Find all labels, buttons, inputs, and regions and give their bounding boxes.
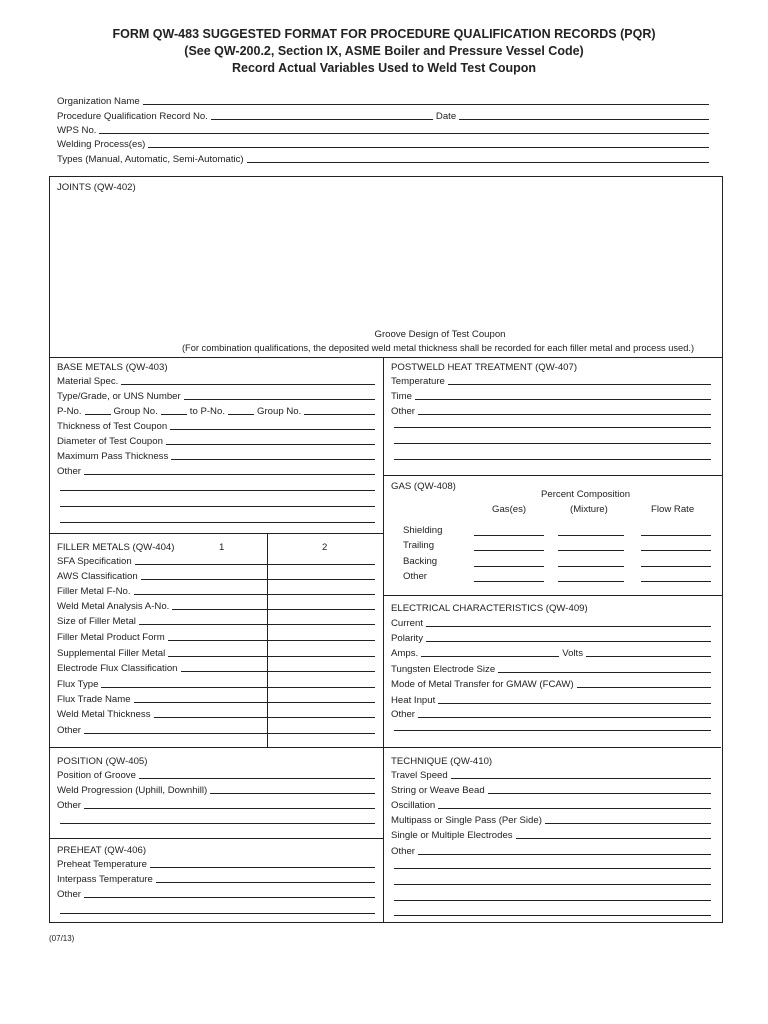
filler-row[interactable] — [57, 648, 375, 659]
travel-speed-field[interactable] — [391, 770, 711, 781]
pwht-time-label: Time — [391, 391, 412, 402]
filler-row-label: Weld Metal Thickness — [57, 709, 151, 720]
gas-shielding-label: Shielding — [403, 525, 443, 536]
filler-row-label: SFA Specification — [57, 556, 132, 567]
gas-input[interactable] — [474, 535, 544, 536]
base-metals-heading: BASE METALS (QW-403) — [57, 362, 168, 373]
transfer-field[interactable] — [391, 679, 711, 690]
progression-label: Weld Progression (Uphill, Downhill) — [57, 785, 208, 796]
type-grade-field[interactable] — [57, 391, 375, 402]
electrical-other-field[interactable] — [391, 709, 711, 720]
filler-row[interactable] — [57, 556, 375, 567]
filler-row[interactable] — [57, 679, 375, 690]
progression-field[interactable] — [57, 785, 375, 796]
position-blank-line[interactable] — [60, 823, 375, 824]
pwht-blank-line[interactable] — [394, 459, 711, 460]
form-subtitle: (See QW-200.2, Section IX, ASME Boiler and Pressure Vessel Code) — [184, 44, 584, 58]
joints-heading: JOINTS (QW-402) — [57, 182, 136, 193]
filler-row[interactable] — [57, 586, 375, 597]
gases-column-header: Gas(es) — [492, 504, 527, 515]
preheat-temp-field[interactable] — [57, 859, 375, 870]
gas-backing-label: Backing — [403, 556, 438, 567]
preheat-other-label: Other — [57, 889, 81, 900]
gas-input[interactable] — [641, 581, 711, 582]
filler-row-label: Flux Trade Name — [57, 694, 131, 705]
heat-input-label: Heat Input — [391, 695, 436, 706]
filler-row-label: Electrode Flux Classification — [57, 663, 178, 674]
travel-speed-label: Travel Speed — [391, 770, 448, 781]
material-spec-field[interactable] — [57, 376, 375, 387]
filler-divider — [49, 747, 721, 748]
gas-input[interactable] — [558, 566, 624, 567]
electrodes-label: Single or Multiple Electrodes — [391, 830, 513, 841]
joints-note: (For combination qualifications, the deposited weld metal thickness shall be recorded for each filler metal and process used.) — [181, 343, 695, 353]
welding-process-field[interactable] — [57, 139, 709, 150]
group-no-label: Group No. — [113, 406, 158, 417]
preheat-other-field[interactable] — [57, 889, 375, 900]
technique-blank-line[interactable] — [394, 900, 711, 901]
filler-row[interactable] — [57, 725, 375, 736]
pqr-no-label: Procedure Qualification Record No. — [57, 111, 208, 122]
pwht-time-field[interactable] — [391, 391, 711, 402]
gas-input[interactable] — [558, 581, 624, 582]
org-name-field[interactable] — [57, 96, 709, 107]
position-heading: POSITION (QW-405) — [57, 756, 148, 767]
preheat-temp-label: Preheat Temperature — [57, 859, 147, 870]
gas-input[interactable] — [558, 550, 624, 551]
material-spec-label: Material Spec. — [57, 376, 119, 387]
p-no-label: P-No. — [57, 406, 82, 417]
type-grade-label: Type/Grade, or UNS Number — [57, 391, 181, 402]
base-divider — [49, 533, 383, 534]
base-other-field[interactable] — [57, 466, 375, 477]
max-pass-field[interactable] — [57, 451, 375, 462]
amps-label: Amps. — [391, 648, 419, 659]
current-field[interactable] — [391, 618, 711, 629]
types-field[interactable] — [57, 154, 709, 165]
form-instruction: Record Actual Variables Used to Weld Test Coupon — [232, 61, 536, 75]
gas-input[interactable] — [641, 566, 711, 567]
form-title: FORM QW-483 SUGGESTED FORMAT FOR PROCEDURE QUALIFICATION RECORDS (PQR) — [112, 27, 656, 41]
gas-input[interactable] — [474, 550, 544, 551]
gas-input[interactable] — [641, 550, 711, 551]
filler-row[interactable] — [57, 616, 375, 627]
base-other-label: Other — [57, 466, 81, 477]
gas-input[interactable] — [474, 581, 544, 582]
position-other-label: Other — [57, 800, 81, 811]
multipass-field[interactable] — [391, 815, 711, 826]
electrodes-field[interactable] — [391, 830, 711, 841]
joints-divider — [49, 357, 723, 358]
filler-row-label: Size of Filler Metal — [57, 616, 136, 627]
group-no-2-label: Group No. — [257, 406, 302, 417]
pwht-blank-line[interactable] — [394, 443, 711, 444]
string-weave-field[interactable] — [391, 785, 711, 796]
gas-heading: GAS (QW-408) — [391, 481, 456, 492]
pwht-blank-line[interactable] — [394, 427, 711, 428]
technique-other-field[interactable] — [391, 846, 711, 857]
types-label: Types (Manual, Automatic, Semi-Automatic) — [57, 154, 244, 165]
technique-blank-line[interactable] — [394, 884, 711, 885]
filler-row[interactable] — [57, 663, 375, 674]
interpass-temp-label: Interpass Temperature — [57, 874, 153, 885]
technique-blank-line[interactable] — [394, 868, 711, 869]
filler-row-label: AWS Classification — [57, 571, 138, 582]
pwht-other-label: Other — [391, 406, 415, 417]
diameter-field[interactable] — [57, 436, 375, 447]
tungsten-label: Tungsten Electrode Size — [391, 664, 496, 675]
preheat-heading: PREHEAT (QW-406) — [57, 845, 147, 856]
technique-blank-line[interactable] — [394, 915, 711, 916]
pqr-no-field[interactable] — [57, 111, 709, 122]
pwht-temperature-label: Temperature — [391, 376, 445, 387]
diameter-label: Diameter of Test Coupon — [57, 436, 163, 447]
technique-heading: TECHNIQUE (QW-410) — [391, 756, 493, 767]
base-blank-line[interactable] — [60, 522, 375, 523]
welding-process-label: Welding Process(es) — [57, 139, 146, 150]
percent-composition-label: Percent Composition — [541, 489, 631, 500]
interpass-temp-field[interactable] — [57, 874, 375, 885]
wps-no-label: WPS No. — [57, 125, 97, 136]
oscillation-field[interactable] — [391, 800, 711, 811]
base-blank-line[interactable] — [60, 490, 375, 491]
string-weave-label: String or Weave Bead — [391, 785, 485, 796]
filler-row[interactable] — [57, 694, 375, 705]
polarity-label: Polarity — [391, 633, 423, 644]
mixture-column-header: (Mixture) — [570, 504, 608, 515]
filler-row-label: Other — [57, 725, 81, 736]
filler-row[interactable] — [57, 632, 375, 643]
org-name-label: Organization Name — [57, 96, 140, 107]
amps-volts-field[interactable] — [391, 648, 711, 659]
thickness-label: Thickness of Test Coupon — [57, 421, 168, 432]
filler-row-label: Filler Metal F-No. — [57, 586, 131, 597]
max-pass-label: Maximum Pass Thickness — [57, 451, 169, 462]
filler-col-2: 2 — [322, 542, 328, 553]
gas-input[interactable] — [474, 566, 544, 567]
tungsten-field[interactable] — [391, 664, 711, 675]
flow-rate-column-header: Flow Rate — [651, 504, 695, 515]
technique-other-label: Other — [391, 846, 415, 857]
to-p-no-label: to P-No. — [189, 406, 225, 417]
gas-divider — [383, 595, 723, 596]
electrical-other-label: Other — [391, 709, 415, 720]
oscillation-label: Oscillation — [391, 800, 436, 811]
gas-input[interactable] — [641, 535, 711, 536]
revision-date: (07/13) — [49, 934, 75, 943]
groove-position-label: Position of Groove — [57, 770, 136, 781]
groove-position-field[interactable] — [57, 770, 375, 781]
filler-row-label: Filler Metal Product Form — [57, 632, 165, 643]
pwht-divider — [383, 475, 723, 476]
polarity-field[interactable] — [391, 633, 711, 644]
position-divider — [49, 838, 383, 839]
pwht-temperature-field[interactable] — [391, 376, 711, 387]
volts-label: Volts — [562, 648, 584, 659]
filler-row-label: Flux Type — [57, 679, 99, 690]
preheat-blank-line[interactable] — [60, 913, 375, 914]
wps-no-field[interactable] — [57, 125, 709, 136]
filler-col-1: 1 — [219, 542, 225, 553]
filler-row[interactable] — [57, 709, 375, 720]
date-label: Date — [435, 111, 457, 122]
transfer-label: Mode of Metal Transfer for GMAW (FCAW) — [391, 679, 574, 690]
gas-other-label: Other — [403, 571, 427, 582]
heat-input-field[interactable] — [391, 695, 711, 706]
position-other-field[interactable] — [57, 800, 375, 811]
multipass-label: Multipass or Single Pass (Per Side) — [391, 815, 542, 826]
filler-row-label: Supplemental Filler Metal — [57, 648, 166, 659]
gas-input[interactable] — [558, 535, 624, 536]
groove-caption: Groove Design of Test Coupon — [374, 329, 506, 340]
p-no-field[interactable] — [57, 406, 375, 417]
thickness-field[interactable] — [57, 421, 375, 432]
center-divider — [383, 357, 384, 922]
filler-row[interactable] — [57, 571, 375, 582]
filler-row[interactable] — [57, 601, 375, 612]
current-label: Current — [391, 618, 423, 629]
filler-row-label: Weld Metal Analysis A-No. — [57, 601, 170, 612]
electrical-heading: ELECTRICAL CHARACTERISTICS (QW-409) — [391, 603, 588, 614]
base-blank-line[interactable] — [60, 506, 375, 507]
pwht-other-field[interactable] — [391, 406, 711, 417]
filler-heading: FILLER METALS (QW-404) — [57, 542, 175, 553]
gas-trailing-label: Trailing — [403, 540, 435, 551]
pwht-heading: POSTWELD HEAT TREATMENT (QW-407) — [391, 362, 578, 373]
electrical-blank-line[interactable] — [394, 730, 711, 731]
